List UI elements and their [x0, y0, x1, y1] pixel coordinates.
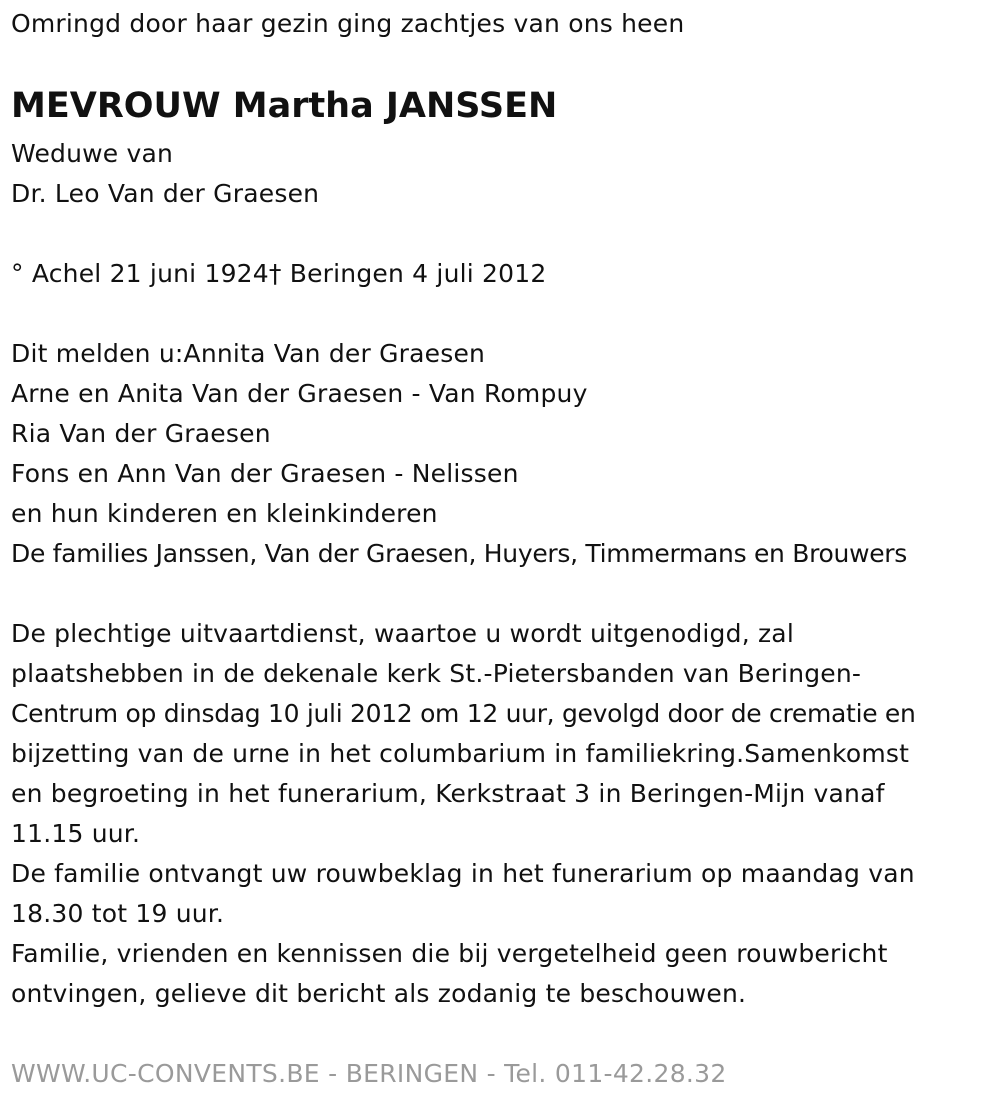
birth-death-dates: ° Achel 21 juni 1924† Beringen 4 juli 2012 — [11, 259, 547, 288]
footer-contact: WWW.UC-CONVENTS.BE - BERINGEN - Tel. 011-42.28.32 — [11, 1059, 727, 1088]
announcer-line: Ria Van der Graesen — [11, 419, 271, 448]
announcer-line: Dit melden u:Annita Van der Graesen — [11, 339, 486, 368]
service-line: De familie ontvangt uw rouwbeklag in het funerarium op maandag van — [11, 859, 915, 888]
announcer-line: De families Janssen, Van der Graesen, Huyers, Timmermans en Brouwers — [11, 539, 907, 568]
service-line: De plechtige uitvaartdienst, waartoe u wordt uitgenodigd, zal — [11, 619, 794, 648]
service-line: 18.30 tot 19 uur. — [11, 899, 225, 928]
service-line: en begroeting in het funerarium, Kerkstraat 3 in Beringen-Mijn vanaf — [11, 779, 885, 808]
service-line: plaatshebben in de dekenale kerk St.-Pietersbanden van Beringen- — [11, 659, 862, 688]
service-line: Familie, vrienden en kennissen die bij vergetelheid geen rouwbericht — [11, 939, 888, 968]
service-line: 11.15 uur. — [11, 819, 141, 848]
widow-line-1: Weduwe van — [11, 139, 174, 168]
announcer-line: Arne en Anita Van der Graesen - Van Rompuy — [11, 379, 588, 408]
announcer-line: Fons en Ann Van der Graesen - Nelissen — [11, 459, 519, 488]
announcer-line: en hun kinderen en kleinkinderen — [11, 499, 438, 528]
service-line: Centrum op dinsdag 10 juli 2012 om 12 uur, gevolgd door de crematie en — [11, 699, 916, 728]
service-line: bijzetting van de urne in het columbarium in familiekring.Samenkomst — [11, 739, 910, 768]
widow-line-2: Dr. Leo Van der Graesen — [11, 179, 320, 208]
intro-text: Omringd door haar gezin ging zachtjes van ons heen — [11, 9, 685, 38]
deceased-name: MEVROUW Martha JANSSEN — [11, 86, 558, 126]
service-line: ontvingen, gelieve dit bericht als zodanig te beschouwen. — [11, 979, 747, 1008]
